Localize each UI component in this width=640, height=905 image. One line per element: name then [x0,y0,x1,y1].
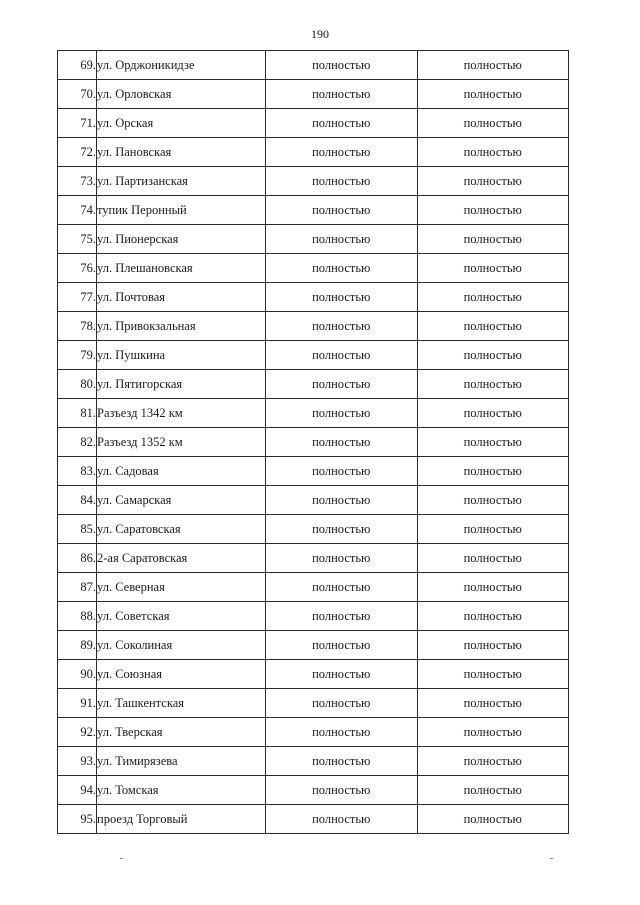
row-number: 77. [58,283,97,312]
table-row [58,138,569,167]
status-cell-1: полностью [266,196,418,225]
table-row [58,341,569,370]
table-row [58,515,569,544]
status-cell-2: полностью [417,138,569,167]
status-cell-2: полностью [417,51,569,80]
status-cell-1: полностью [266,428,418,457]
status-cell-1: полностью [266,167,418,196]
street-name: ул. Орская [97,109,266,138]
row-number: 79. [58,341,97,370]
table-row [58,602,569,631]
row-number: 92. [58,718,97,747]
status-cell-2: полностью [417,312,569,341]
status-cell-1: полностью [266,312,418,341]
streets-table [57,50,569,834]
scan-speck [550,858,553,859]
row-number: 94. [58,776,97,805]
table-row [58,80,569,109]
status-cell-2: полностью [417,602,569,631]
street-name: ул. Пановская [97,138,266,167]
status-cell-1: полностью [266,457,418,486]
table-row [58,631,569,660]
row-number: 80. [58,370,97,399]
status-cell-1: полностью [266,718,418,747]
status-cell-1: полностью [266,370,418,399]
table-row [58,573,569,602]
street-name: ул. Партизанская [97,167,266,196]
status-cell-2: полностью [417,225,569,254]
table-row [58,51,569,80]
row-number: 93. [58,747,97,776]
row-number: 81. [58,399,97,428]
status-cell-1: полностью [266,776,418,805]
street-name: ул. Пятигорская [97,370,266,399]
status-cell-2: полностью [417,631,569,660]
table-row [58,370,569,399]
status-cell-2: полностью [417,747,569,776]
status-cell-1: полностью [266,805,418,834]
status-cell-1: полностью [266,283,418,312]
street-name: ул. Союзная [97,660,266,689]
street-name: ул. Пионерская [97,225,266,254]
status-cell-1: полностью [266,660,418,689]
row-number: 69. [58,51,97,80]
table-row [58,167,569,196]
table-row [58,718,569,747]
table-row [58,660,569,689]
row-number: 74. [58,196,97,225]
status-cell-1: полностью [266,138,418,167]
status-cell-2: полностью [417,399,569,428]
status-cell-1: полностью [266,51,418,80]
street-name: тупик Перонный [97,196,266,225]
status-cell-1: полностью [266,689,418,718]
table-row [58,776,569,805]
row-number: 83. [58,457,97,486]
street-name: ул. Советская [97,602,266,631]
street-name: ул. Соколиная [97,631,266,660]
street-name: ул. Тимирязева [97,747,266,776]
page-number: 190 [311,27,329,41]
status-cell-1: полностью [266,399,418,428]
status-cell-2: полностью [417,341,569,370]
status-cell-2: полностью [417,776,569,805]
status-cell-2: полностью [417,515,569,544]
table-row [58,312,569,341]
row-number: 76. [58,254,97,283]
table-row [58,225,569,254]
status-cell-2: полностью [417,283,569,312]
status-cell-2: полностью [417,718,569,747]
table-row [58,428,569,457]
status-cell-1: полностью [266,109,418,138]
street-name: ул. Самарская [97,486,266,515]
status-cell-2: полностью [417,573,569,602]
status-cell-1: полностью [266,225,418,254]
status-cell-1: полностью [266,515,418,544]
row-number: 71. [58,109,97,138]
row-number: 73. [58,167,97,196]
table-row [58,399,569,428]
table-row [58,457,569,486]
row-number: 78. [58,312,97,341]
status-cell-2: полностью [417,689,569,718]
row-number: 85. [58,515,97,544]
status-cell-1: полностью [266,573,418,602]
row-number: 75. [58,225,97,254]
street-name: ул. Почтовая [97,283,266,312]
street-name: Разъезд 1352 км [97,428,266,457]
status-cell-2: полностью [417,428,569,457]
row-number: 86. [58,544,97,573]
status-cell-1: полностью [266,80,418,109]
status-cell-2: полностью [417,196,569,225]
scan-speck [120,858,123,859]
status-cell-1: полностью [266,486,418,515]
table-row [58,805,569,834]
status-cell-1: полностью [266,544,418,573]
street-name: ул. Орджоникидзе [97,51,266,80]
status-cell-1: полностью [266,631,418,660]
status-cell-2: полностью [417,80,569,109]
street-name: ул. Саратовская [97,515,266,544]
status-cell-1: полностью [266,747,418,776]
status-cell-2: полностью [417,544,569,573]
table-row [58,254,569,283]
street-name: ул. Орловская [97,80,266,109]
street-name: проезд Торговый [97,805,266,834]
status-cell-2: полностью [417,370,569,399]
table-row [58,109,569,138]
table-row [58,544,569,573]
status-cell-1: полностью [266,341,418,370]
street-name: ул. Привокзальная [97,312,266,341]
row-number: 91. [58,689,97,718]
table-row [58,689,569,718]
status-cell-2: полностью [417,660,569,689]
status-cell-2: полностью [417,254,569,283]
street-name: ул. Северная [97,573,266,602]
street-name: ул. Ташкентская [97,689,266,718]
table-row [58,196,569,225]
status-cell-2: полностью [417,167,569,196]
status-cell-2: полностью [417,109,569,138]
row-number: 89. [58,631,97,660]
row-number: 88. [58,602,97,631]
table-row [58,283,569,312]
row-number: 70. [58,80,97,109]
status-cell-1: полностью [266,602,418,631]
table-row [58,486,569,515]
status-cell-2: полностью [417,486,569,515]
status-cell-1: полностью [266,254,418,283]
street-name: 2-ая Саратовская [97,544,266,573]
street-name: ул. Тверская [97,718,266,747]
street-name: Разъезд 1342 км [97,399,266,428]
street-name: ул. Пушкина [97,341,266,370]
street-name: ул. Садовая [97,457,266,486]
row-number: 95. [58,805,97,834]
row-number: 90. [58,660,97,689]
street-name: ул. Плешановская [97,254,266,283]
status-cell-2: полностью [417,805,569,834]
street-name: ул. Томская [97,776,266,805]
table-row [58,747,569,776]
row-number: 84. [58,486,97,515]
row-number: 87. [58,573,97,602]
row-number: 72. [58,138,97,167]
status-cell-2: полностью [417,457,569,486]
row-number: 82. [58,428,97,457]
